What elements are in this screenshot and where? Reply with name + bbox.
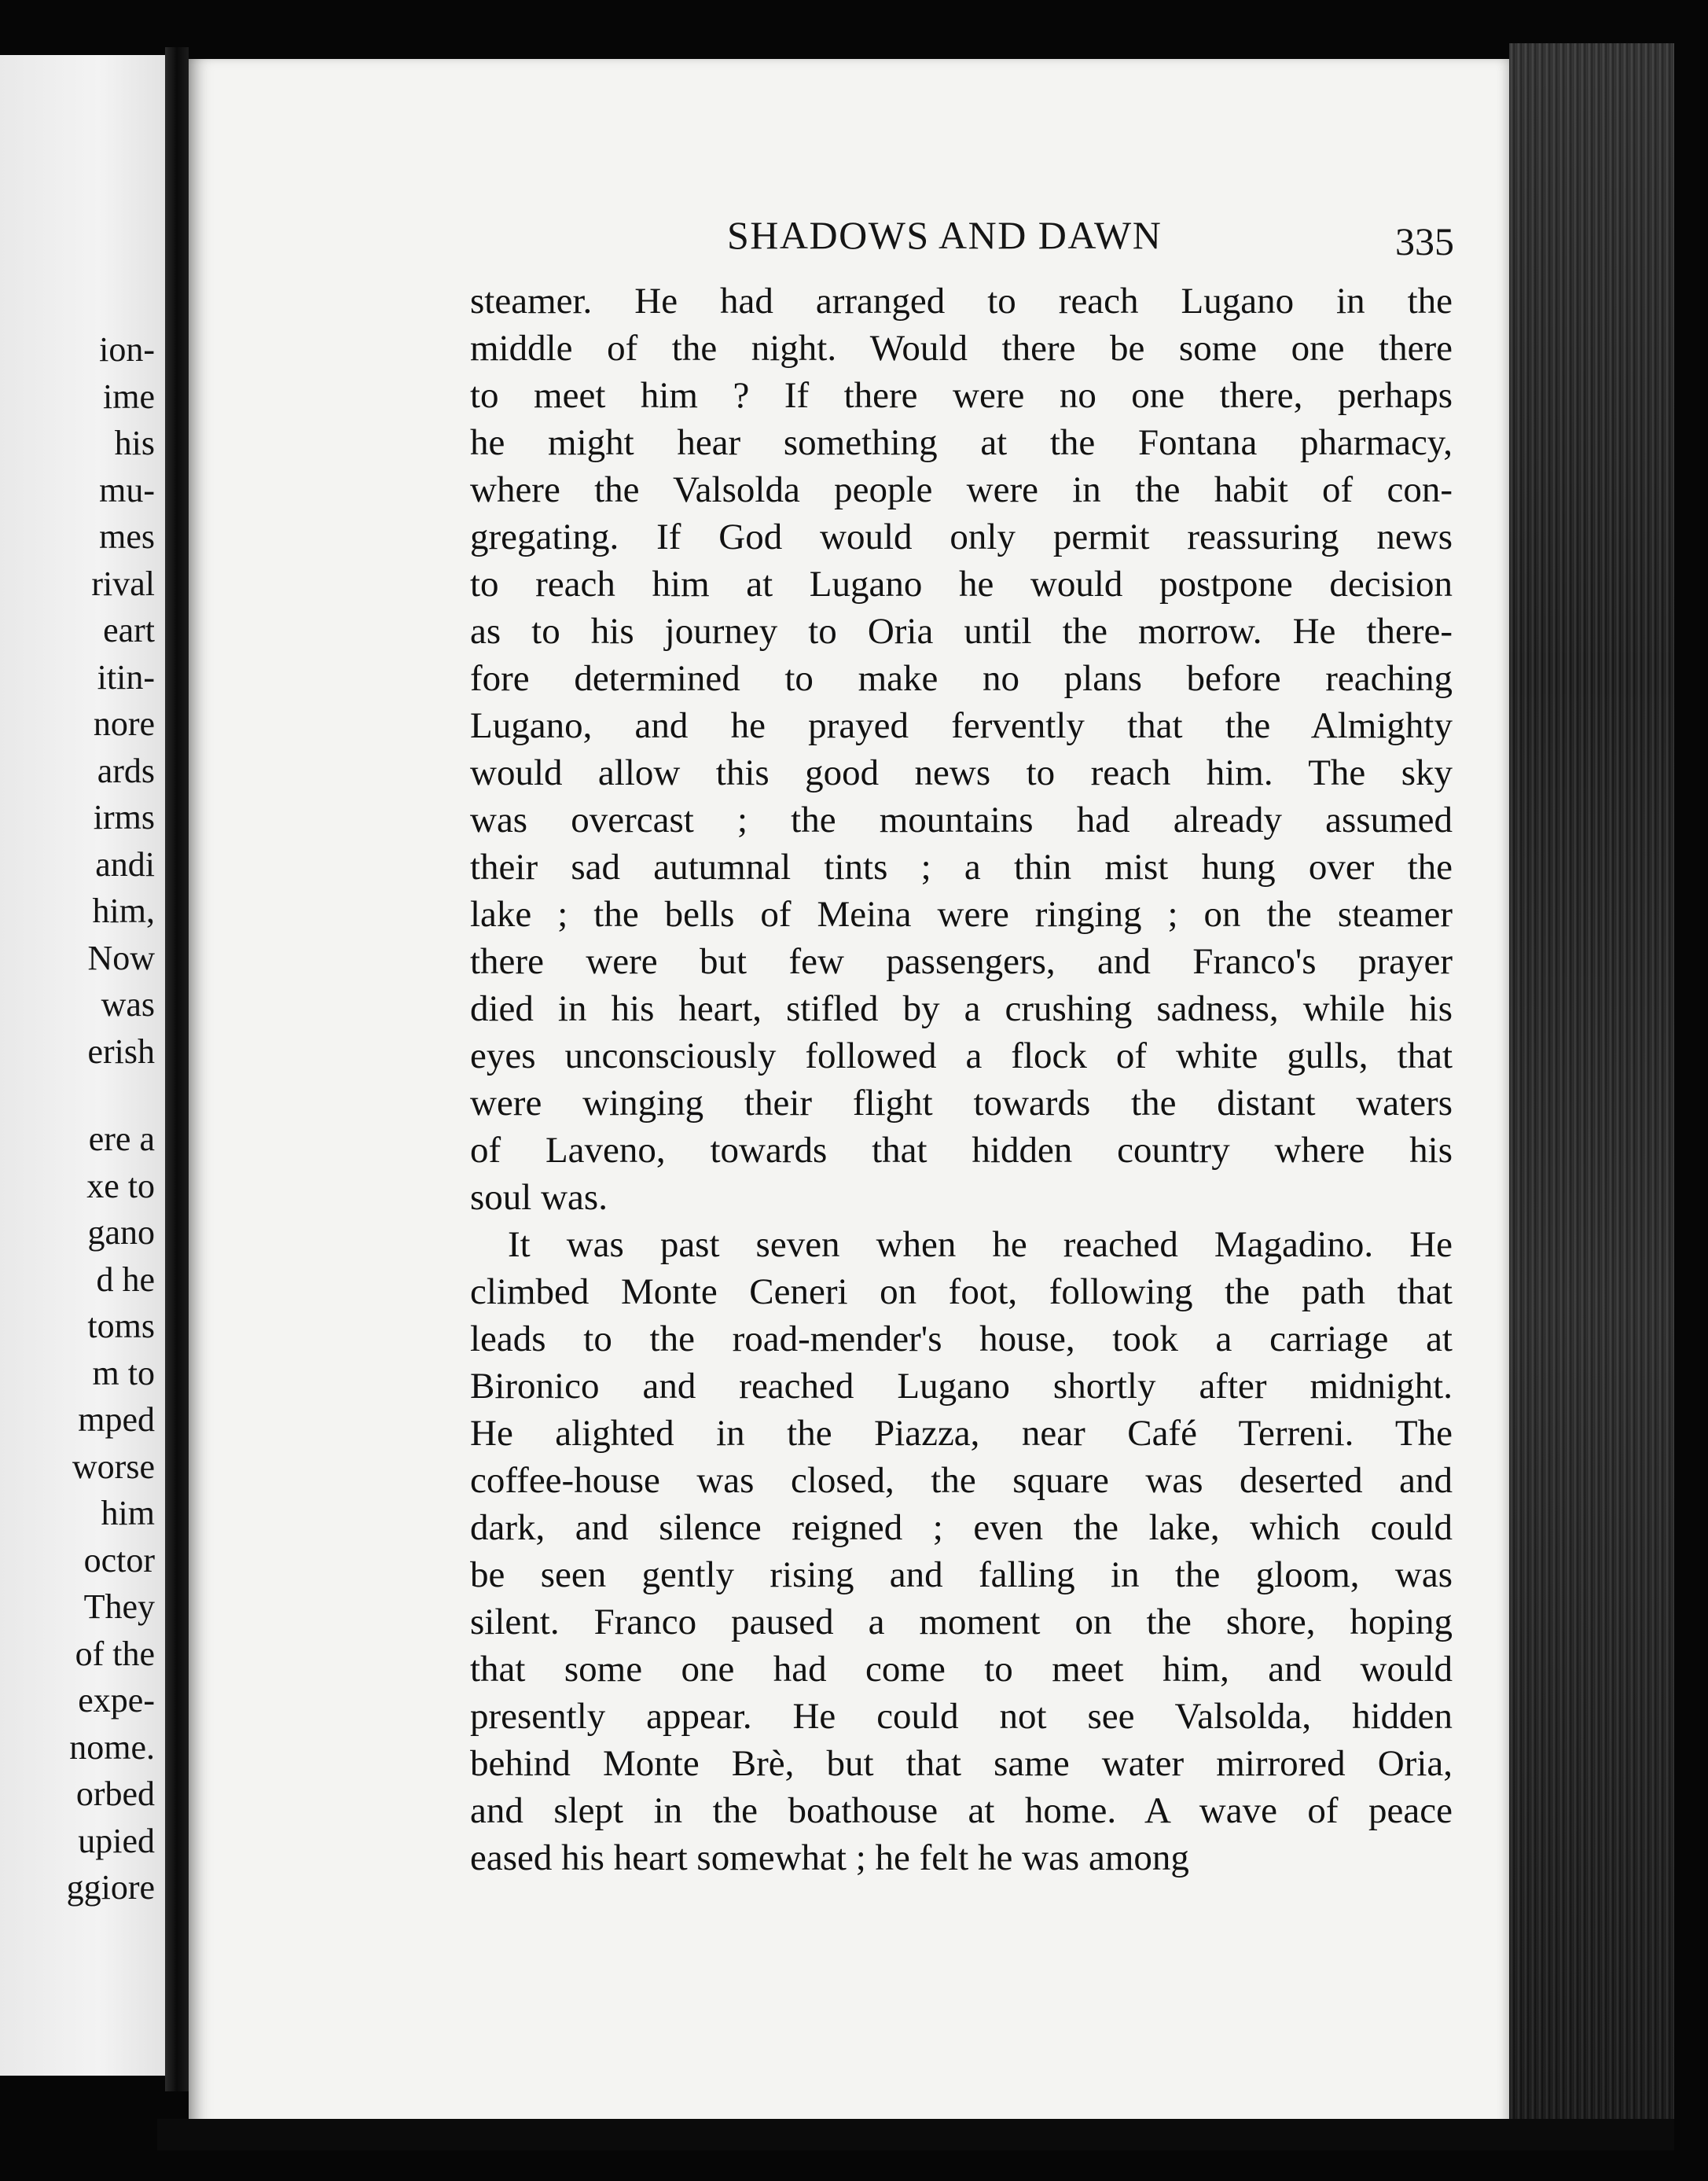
text-line: It was past seven when he reached Magadino. He: [508, 1224, 1453, 1265]
left-page-line: irms: [93, 798, 155, 837]
left-page-line: d he: [96, 1260, 155, 1299]
left-page-line: orbed: [75, 1775, 155, 1813]
text-line: that some one had come to meet him, and would: [470, 1649, 1453, 1690]
text-line: where the Valsolda people were in the habit of con-: [470, 469, 1453, 510]
left-page-line: ion-: [99, 330, 155, 369]
left-page-line: him: [101, 1494, 155, 1532]
left-page-line: itin-: [97, 657, 155, 697]
text-line: coffee-house was closed, the square was deserted and: [470, 1460, 1453, 1501]
text-line: to meet him ? If there were no one there, perhaps: [470, 375, 1453, 416]
left-page-line: him,: [92, 892, 155, 930]
text-line: He alighted in the Piazza, near Café Terreni. The: [470, 1413, 1453, 1454]
text-line: lake ; the bells of Meina were ringing ; on the steamer: [470, 894, 1453, 935]
left-page-line: xe to: [86, 1166, 155, 1205]
text-line: fore determined to make no plans before reaching: [470, 658, 1453, 699]
left-page-line: of the: [75, 1634, 155, 1673]
text-line: and slept in the boathouse at home. A wave of peace: [470, 1790, 1453, 1831]
left-page-line: rival: [91, 564, 155, 603]
right-page: [189, 59, 1509, 2131]
text-line: Lugano, and he prayed fervently that the Almighty: [470, 705, 1453, 746]
left-page-line: gano: [87, 1213, 155, 1252]
text-line: were winging their flight towards the distant waters: [470, 1083, 1453, 1124]
text-line: their sad autumnal tints ; a thin mist hung over the: [470, 847, 1453, 888]
text-line: was overcast ; the mountains had already assumed: [470, 800, 1453, 840]
page-number: 335: [1395, 219, 1454, 263]
left-page-line: toms: [87, 1307, 155, 1345]
left-page-line: ggiore: [66, 1868, 155, 1907]
running-title: SHADOWS AND DAWN: [727, 213, 1163, 257]
text-line: died in his heart, stifled by a crushing sadness, while his: [470, 988, 1453, 1029]
left-page-line: erish: [87, 1032, 155, 1071]
text-line: dark, and silence reigned ; even the lake, which could: [470, 1507, 1453, 1548]
left-page-line: mes: [99, 517, 155, 556]
left-page-line: worse: [72, 1447, 155, 1486]
left-page-line: eart: [103, 611, 155, 649]
text-line: middle of the night. Would there be some one there: [470, 328, 1453, 369]
text-line: steamer. He had arranged to reach Lugano in the: [470, 281, 1453, 322]
page-edges: [1509, 43, 1674, 2135]
text-line: leads to the road-mender's house, took a carriage at: [470, 1319, 1453, 1359]
left-page-line: They: [83, 1587, 155, 1626]
left-page-line: [0, 1075, 155, 1116]
body-text: [470, 278, 1453, 1881]
text-line: would allow this good news to reach him. The sky: [470, 752, 1453, 793]
text-line: to reach him at Lugano he would postpone decision: [470, 564, 1453, 605]
text-line: behind Monte Brè, but that same water mirrored Oria,: [470, 1743, 1453, 1784]
left-page-line: andi: [95, 844, 155, 884]
left-page-text-fragments: [0, 326, 155, 1911]
bottom-shadow: [157, 2119, 1674, 2150]
left-page-line: mped: [78, 1400, 155, 1439]
text-line: eyes unconsciously followed a flock of white gulls, that: [470, 1035, 1453, 1076]
left-page-line: Now: [87, 938, 155, 977]
text-line: Bironico and reached Lugano shortly after midnight.: [470, 1366, 1453, 1407]
left-page-line: was: [101, 985, 155, 1024]
text-line: be seen gently rising and falling in the gloom, was: [470, 1554, 1453, 1595]
text-line: eased his heart somewhat ; he felt he was among: [470, 1837, 1189, 1878]
left-page-line: ere a: [88, 1120, 155, 1158]
text-line: he might hear something at the Fontana pharmacy,: [470, 422, 1453, 463]
text-line: there were but few passengers, and Franco's prayer: [470, 941, 1453, 982]
text-line: soul was.: [470, 1177, 608, 1218]
text-line: of Laveno, towards that hidden country where his: [470, 1130, 1453, 1171]
text-line: silent. Franco paused a moment on the shore, hoping: [470, 1602, 1453, 1642]
text-line: gregating. If God would only permit reassuring news: [470, 517, 1453, 557]
running-head: [519, 212, 1454, 275]
book-gutter: [165, 47, 189, 2091]
left-page-line: nore: [93, 704, 155, 743]
left-page-line: expe-: [78, 1681, 155, 1719]
left-page-line: mu-: [99, 470, 155, 509]
text-line: as to his journey to Oria until the morrow. He there-: [470, 611, 1453, 652]
text-line: climbed Monte Ceneri on foot, following the path that: [470, 1271, 1453, 1312]
left-page: [0, 55, 165, 2076]
text-line: presently appear. He could not see Valsolda, hidden: [470, 1696, 1453, 1737]
left-page-line: m to: [92, 1353, 155, 1392]
left-page-line: his: [114, 424, 155, 462]
left-page-line: ards: [97, 751, 155, 790]
left-page-line: nome.: [69, 1727, 155, 1767]
left-page-line: ime: [103, 377, 155, 416]
left-page-line: upied: [78, 1821, 155, 1860]
left-page-line: octor: [83, 1540, 155, 1580]
